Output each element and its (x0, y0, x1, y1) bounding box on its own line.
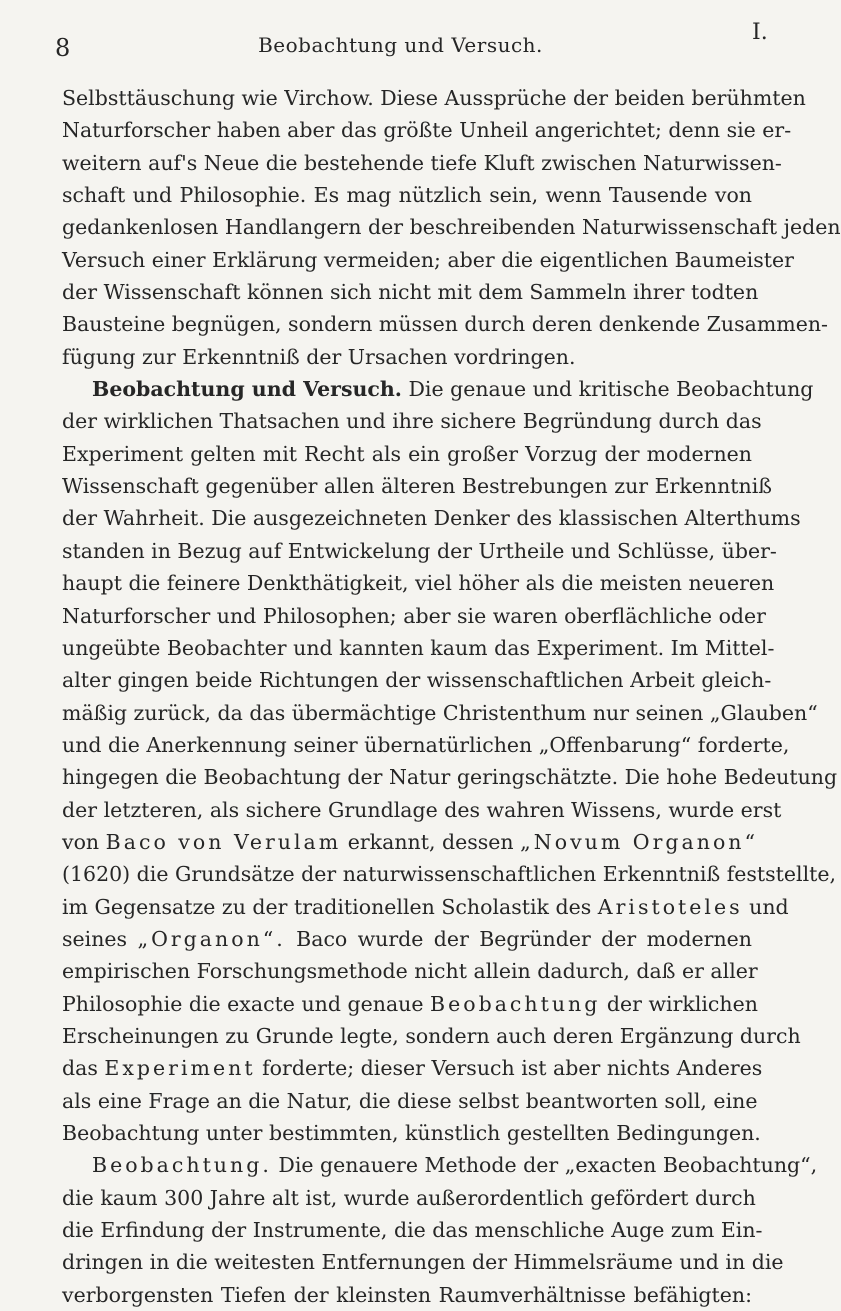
text-line: mäßig zurück, da das übermächtige Christenthum nur seinen „Glauben“ (62, 700, 818, 725)
text-line: (1620) die Grundsätze der naturwissenschaftlichen Erkenntniß feststellte, (62, 862, 837, 887)
text-line: der letzteren, als sichere Grundlage des wahren Wissens, wurde erst (62, 797, 782, 822)
running-title: Beobachtung und Versuch. (258, 33, 543, 57)
text-fragment: Philosophie die exacte und genaue (62, 991, 424, 1016)
text-fragment: Baco wurde der Begründer der modernen (296, 926, 752, 951)
text-line: Erscheinungen zu Grunde legte, sondern auch deren Ergänzung durch (62, 1023, 801, 1048)
text-line: fügung zur Erkenntniß der Ursachen vordringen. (62, 344, 576, 369)
text-fragment: Die genaue und kritische Beobachtung (408, 377, 814, 402)
text-fragment: der wirklichen (606, 991, 758, 1016)
text-fragment: und (749, 894, 789, 919)
text-fragment: Die genauere Methode der „exacten Beobachtung“, (278, 1153, 818, 1178)
text-line (62, 826, 758, 858)
text-fragment: seines (62, 926, 128, 951)
text-line: weitern auf's Neue die bestehende tiefe Kluft zwischen Naturwissen- (62, 150, 782, 175)
book-title: „Organon“. (137, 926, 286, 951)
person-name: Baco von Verulam (105, 829, 342, 854)
text-fragment: im Gegensatze zu der traditionellen Scholastik des (62, 894, 592, 919)
text-line: Bausteine begnügen, sondern müssen durch deren denkende Zusammen- (62, 312, 828, 337)
text-line: dringen in die weitesten Entfernungen der Himmelsräume und in die (62, 1250, 784, 1275)
text-line: verborgensten Tiefen der kleinsten Raumverhältnisse befähigten: (62, 1282, 752, 1307)
text-line (62, 988, 758, 1020)
text-line: standen in Bezug auf Entwickelung der Urtheile und Schlüsse, über- (62, 538, 777, 563)
text-line: Versuch einer Erklärung vermeiden; aber die eigentlichen Baumeister (62, 247, 794, 272)
text-fragment: das (62, 1056, 98, 1081)
book-title: „Novum Organon“ (520, 829, 758, 854)
text-fragment: von (62, 829, 100, 854)
emphasized-term: Beobachtung (430, 991, 601, 1016)
text-line: als eine Frage an die Natur, die diese selbst beantworten soll, eine (62, 1088, 758, 1113)
text-line: haupt die feinere Denkthätigkeit, viel höher als die meisten neueren (62, 571, 775, 596)
emphasized-term: Experiment (104, 1056, 256, 1081)
text-line: Beobachtung unter bestimmten, künstlich gestellten Bedingungen. (62, 1121, 761, 1145)
person-name: Aristoteles (597, 894, 743, 919)
text-line (62, 891, 789, 923)
text-line: und die Anerkennung seiner übernatürlichen „Offenbarung“ forderte, (62, 732, 790, 757)
text-line: alter gingen beide Richtungen der wissenschaftlichen Arbeit gleich- (62, 668, 772, 693)
section-heading: Beobachtung und Versuch. (92, 377, 402, 402)
text-line: Experiment gelten mit Recht als ein großer Vorzug der modernen (62, 441, 752, 466)
text-line: der Wissenschaft können sich nicht mit dem Sammeln ihrer todten (62, 280, 759, 305)
text-line: der Wahrheit. Die ausgezeichneten Denker des klassischen Alterthums (62, 506, 801, 531)
section-heading-line (62, 373, 814, 405)
text-fragment: forderte; dieser Versuch ist aber nichts Anderes (262, 1056, 763, 1081)
page-number: 8 (55, 34, 71, 62)
text-line: Wissenschaft gegenüber allen älteren Bestrebungen zur Erkenntniß (62, 474, 773, 499)
text-line: Selbsttäuschung wie Virchow. Diese Aussprüche der beiden berühmten (62, 86, 806, 110)
text-line: gedankenlosen Handlangern der beschreibenden Naturwissenschaft jeden (62, 215, 841, 240)
text-line: die kaum 300 Jahre alt ist, wurde außerordentlich gefördert durch (62, 1185, 756, 1210)
text-fragment: erkannt, dessen (347, 829, 514, 854)
text-line (62, 1149, 818, 1181)
text-line: Naturforscher haben aber das größte Unheil angerichtet; denn sie er- (62, 118, 792, 143)
text-line: Naturforscher und Philosophen; aber sie waren oberflächliche oder (62, 603, 766, 628)
emphasized-term: Beobachtung. (92, 1153, 272, 1178)
section-number: I. (752, 20, 768, 45)
text-line: ungeübte Beobachter und kannten kaum das Experiment. Im Mittel- (62, 635, 775, 660)
text-line: empirischen Forschungsmethode nicht allein dadurch, daß er aller (62, 959, 758, 984)
text-line (62, 1052, 763, 1084)
text-line: der wirklichen Thatsachen und ihre sichere Begründung durch das (62, 409, 762, 434)
text-line: die Erfindung der Instrumente, die das menschliche Auge zum Ein- (62, 1218, 763, 1243)
text-line: schaft und Philosophie. Es mag nützlich sein, wenn Tausende von (62, 183, 752, 208)
body-text (62, 82, 841, 1311)
text-line: hingegen die Beobachtung der Natur geringschätzte. Die hohe Bedeutung (62, 765, 838, 790)
text-line (62, 923, 752, 955)
